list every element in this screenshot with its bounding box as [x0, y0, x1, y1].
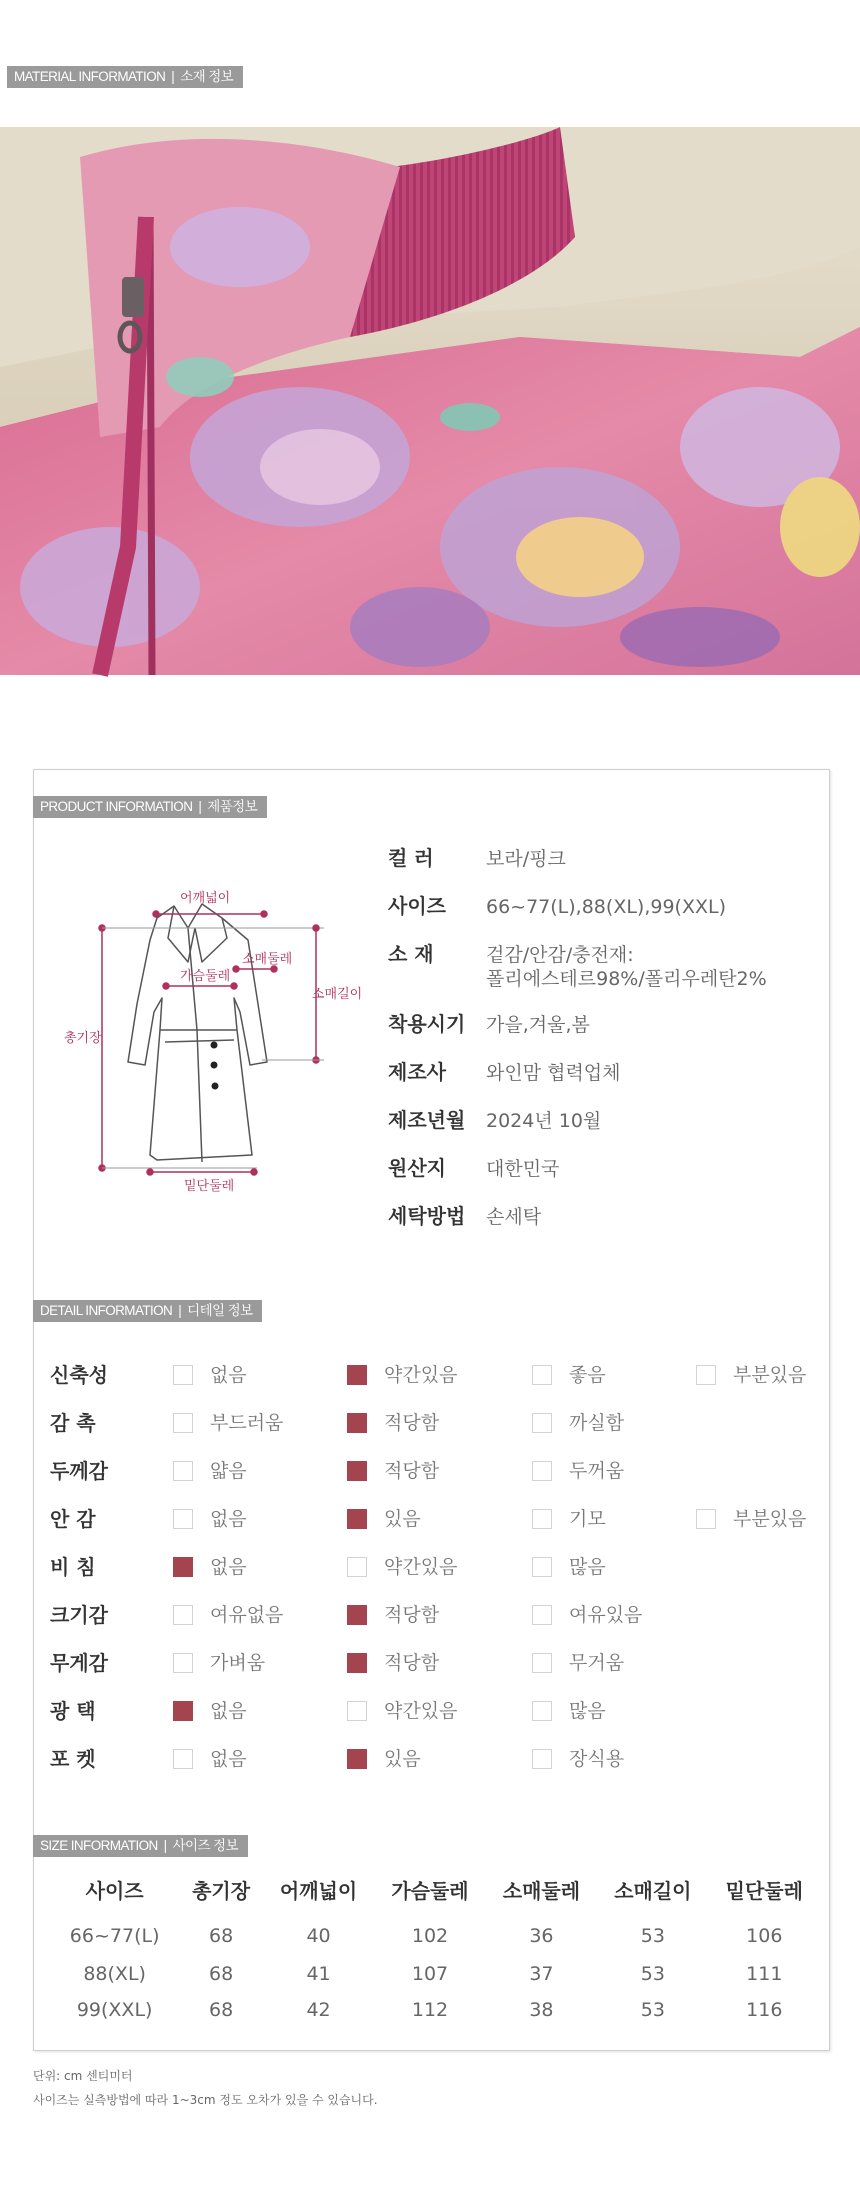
detail-row	[50, 1552, 820, 1582]
detail-option-label: 있음	[384, 1508, 421, 1530]
material-tag-en: MATERIAL INFORMATION	[14, 69, 166, 84]
detail-option	[347, 1600, 439, 1630]
checkbox-unchecked	[532, 1413, 552, 1433]
detail-option	[173, 1408, 283, 1438]
product-row-material: 소 재 겉감/안감/충전재: 폴리에스테르98%/폴리우레탄2%	[388, 942, 767, 990]
checkbox-unchecked	[173, 1461, 193, 1481]
product-row-origin: 원산지 대한민국	[388, 1156, 560, 1180]
material-info-tag: MATERIAL INFORMATION | 소재 정보	[7, 66, 243, 88]
detail-option	[347, 1456, 439, 1486]
detail-option-label: 여유있음	[569, 1604, 643, 1626]
detail-option-label: 두꺼움	[569, 1460, 625, 1482]
detail-option-label: 가벼움	[210, 1652, 266, 1674]
checkbox-unchecked	[347, 1701, 367, 1721]
product-info-list	[388, 844, 828, 1250]
detail-label: 비 침	[50, 1555, 96, 1579]
table-row: 66~77(L) 68 40 102 36 53 106	[69, 1925, 783, 1947]
detail-option-label: 약간있음	[384, 1364, 458, 1386]
material-tag-ko: 소재 정보	[180, 69, 234, 84]
detail-option	[347, 1552, 457, 1582]
checkbox-unchecked	[173, 1509, 193, 1529]
product-row-wash: 세탁방법 손세탁	[388, 1204, 542, 1228]
detail-option-label: 있음	[384, 1748, 421, 1770]
detail-option	[532, 1408, 624, 1438]
checkbox-unchecked	[173, 1749, 193, 1769]
product-row-season: 착용시기 가을,겨울,봄	[388, 1012, 590, 1036]
detail-option-label: 없음	[210, 1508, 247, 1530]
detail-option-label: 부분있음	[733, 1364, 807, 1386]
checkbox-unchecked	[532, 1461, 552, 1481]
table-row: 88(XL) 68 41 107 37 53 111	[83, 1963, 783, 1985]
detail-option-label: 얇음	[210, 1460, 247, 1482]
detail-option	[532, 1696, 606, 1726]
checkbox-unchecked	[532, 1653, 552, 1673]
checkbox-unchecked	[696, 1365, 716, 1385]
detail-option-label: 여유없음	[210, 1604, 284, 1626]
detail-row	[50, 1744, 820, 1774]
detail-option	[173, 1360, 247, 1390]
product-row-maker: 제조사 와인맘 협력업체	[388, 1060, 621, 1084]
checkbox-unchecked	[532, 1749, 552, 1769]
checkbox-checked	[347, 1605, 367, 1625]
checkbox-unchecked	[173, 1605, 193, 1625]
detail-option	[532, 1648, 624, 1678]
detail-option-label: 없음	[210, 1556, 247, 1578]
table-row: 99(XXL) 68 42 112 38 53 116	[76, 1999, 783, 2021]
unit-note: 단위: cm 센티미터	[33, 2069, 133, 2083]
detail-option	[696, 1360, 806, 1390]
size-info-tag: SIZE INFORMATION | 사이즈 정보	[33, 1835, 248, 1857]
checkbox-checked	[173, 1557, 193, 1577]
detail-row	[50, 1360, 820, 1390]
detail-option	[173, 1744, 247, 1774]
detail-option	[173, 1696, 247, 1726]
detail-info-tag: DETAIL INFORMATION | 디테일 정보	[33, 1300, 262, 1322]
checkbox-unchecked	[532, 1509, 552, 1529]
checkbox-unchecked	[532, 1701, 552, 1721]
checkbox-unchecked	[532, 1365, 552, 1385]
diagram-label-hem: 밑단둘레	[184, 1179, 235, 1194]
detail-option	[532, 1600, 642, 1630]
detail-row	[50, 1648, 820, 1678]
product-info-tag: PRODUCT INFORMATION | 제품정보	[33, 796, 267, 818]
detail-option-label: 없음	[210, 1700, 247, 1722]
diagram-label-sleeve-round: 소매둘레	[242, 952, 293, 967]
detail-label: 두께감	[50, 1459, 108, 1483]
detail-option-label: 장식용	[569, 1748, 625, 1770]
detail-option-label: 부분있음	[733, 1508, 807, 1530]
fabric-closeup-photo	[0, 127, 860, 675]
detail-option	[173, 1552, 247, 1582]
detail-option-label: 많음	[569, 1700, 606, 1722]
size-tolerance-note: 사이즈는 실측방법에 따라 1~3cm 정도 오차가 있을 수 있습니다.	[33, 2093, 378, 2107]
detail-label: 신축성	[50, 1363, 108, 1387]
detail-option-label: 약간있음	[384, 1556, 458, 1578]
size-table-header: 사이즈 총기장 어깨넓이 가슴둘레 소매둘레 소매길이 밑단둘레	[85, 1878, 803, 1903]
checkbox-unchecked	[173, 1413, 193, 1433]
detail-label: 크기감	[50, 1603, 108, 1627]
detail-option-label: 부드러움	[210, 1412, 284, 1434]
detail-option-label: 적당함	[384, 1412, 440, 1434]
detail-option	[347, 1504, 421, 1534]
product-row-size: 사이즈 66~77(L),88(XL),99(XXL)	[388, 894, 726, 918]
diagram-label-sleeve-length: 소매길이	[312, 987, 363, 1002]
checkbox-checked	[347, 1365, 367, 1385]
detail-option	[347, 1360, 457, 1390]
detail-option	[347, 1744, 421, 1774]
checkbox-checked	[173, 1701, 193, 1721]
diagram-label-shoulder: 어깨넓이	[180, 891, 231, 906]
checkbox-checked	[347, 1509, 367, 1529]
detail-option	[532, 1504, 606, 1534]
detail-row	[50, 1408, 820, 1438]
diagram-label-total-length: 총기장	[64, 1031, 102, 1046]
detail-option-label: 기모	[569, 1508, 606, 1530]
detail-option-label: 없음	[210, 1364, 247, 1386]
detail-option-label: 적당함	[384, 1604, 440, 1626]
detail-option	[347, 1696, 457, 1726]
detail-option-label: 무거움	[569, 1652, 625, 1674]
checkbox-unchecked	[173, 1653, 193, 1673]
checkbox-unchecked	[347, 1557, 367, 1577]
detail-option	[173, 1456, 247, 1486]
detail-option	[532, 1744, 624, 1774]
detail-option	[347, 1648, 439, 1678]
checkbox-unchecked	[532, 1605, 552, 1625]
detail-option-label: 적당함	[384, 1652, 440, 1674]
detail-option-label: 많음	[569, 1556, 606, 1578]
detail-label: 광 택	[50, 1699, 96, 1723]
detail-option	[173, 1504, 247, 1534]
product-row-color: 컬 러 보라/핑크	[388, 846, 566, 870]
detail-option	[532, 1552, 606, 1582]
detail-label: 포 켓	[50, 1747, 96, 1771]
checkbox-checked	[347, 1461, 367, 1481]
product-row-date: 제조년월 2024년 10월	[388, 1108, 602, 1132]
checkbox-unchecked	[532, 1557, 552, 1577]
detail-label: 무게감	[50, 1651, 108, 1675]
detail-option	[696, 1504, 806, 1534]
detail-option-label: 약간있음	[384, 1700, 458, 1722]
checkbox-unchecked	[173, 1365, 193, 1385]
detail-row	[50, 1600, 820, 1630]
detail-label: 감 촉	[50, 1411, 96, 1435]
detail-option-label: 적당함	[384, 1460, 440, 1482]
garment-measurement-diagram	[62, 880, 363, 1204]
detail-option-label: 좋음	[569, 1364, 606, 1386]
detail-row	[50, 1504, 820, 1534]
detail-option	[347, 1408, 439, 1438]
detail-option	[173, 1600, 283, 1630]
detail-option-label: 까실함	[569, 1412, 625, 1434]
diagram-label-chest: 가슴둘레	[180, 969, 231, 984]
checkbox-unchecked	[696, 1509, 716, 1529]
detail-option	[532, 1456, 624, 1486]
checkbox-checked	[347, 1653, 367, 1673]
detail-row	[50, 1456, 820, 1486]
size-table	[50, 1872, 820, 2028]
checkbox-checked	[347, 1413, 367, 1433]
detail-option-label: 없음	[210, 1748, 247, 1770]
detail-option	[173, 1648, 265, 1678]
detail-row	[50, 1696, 820, 1726]
detail-option	[532, 1360, 606, 1390]
checkbox-checked	[347, 1749, 367, 1769]
detail-label: 안 감	[50, 1507, 96, 1531]
